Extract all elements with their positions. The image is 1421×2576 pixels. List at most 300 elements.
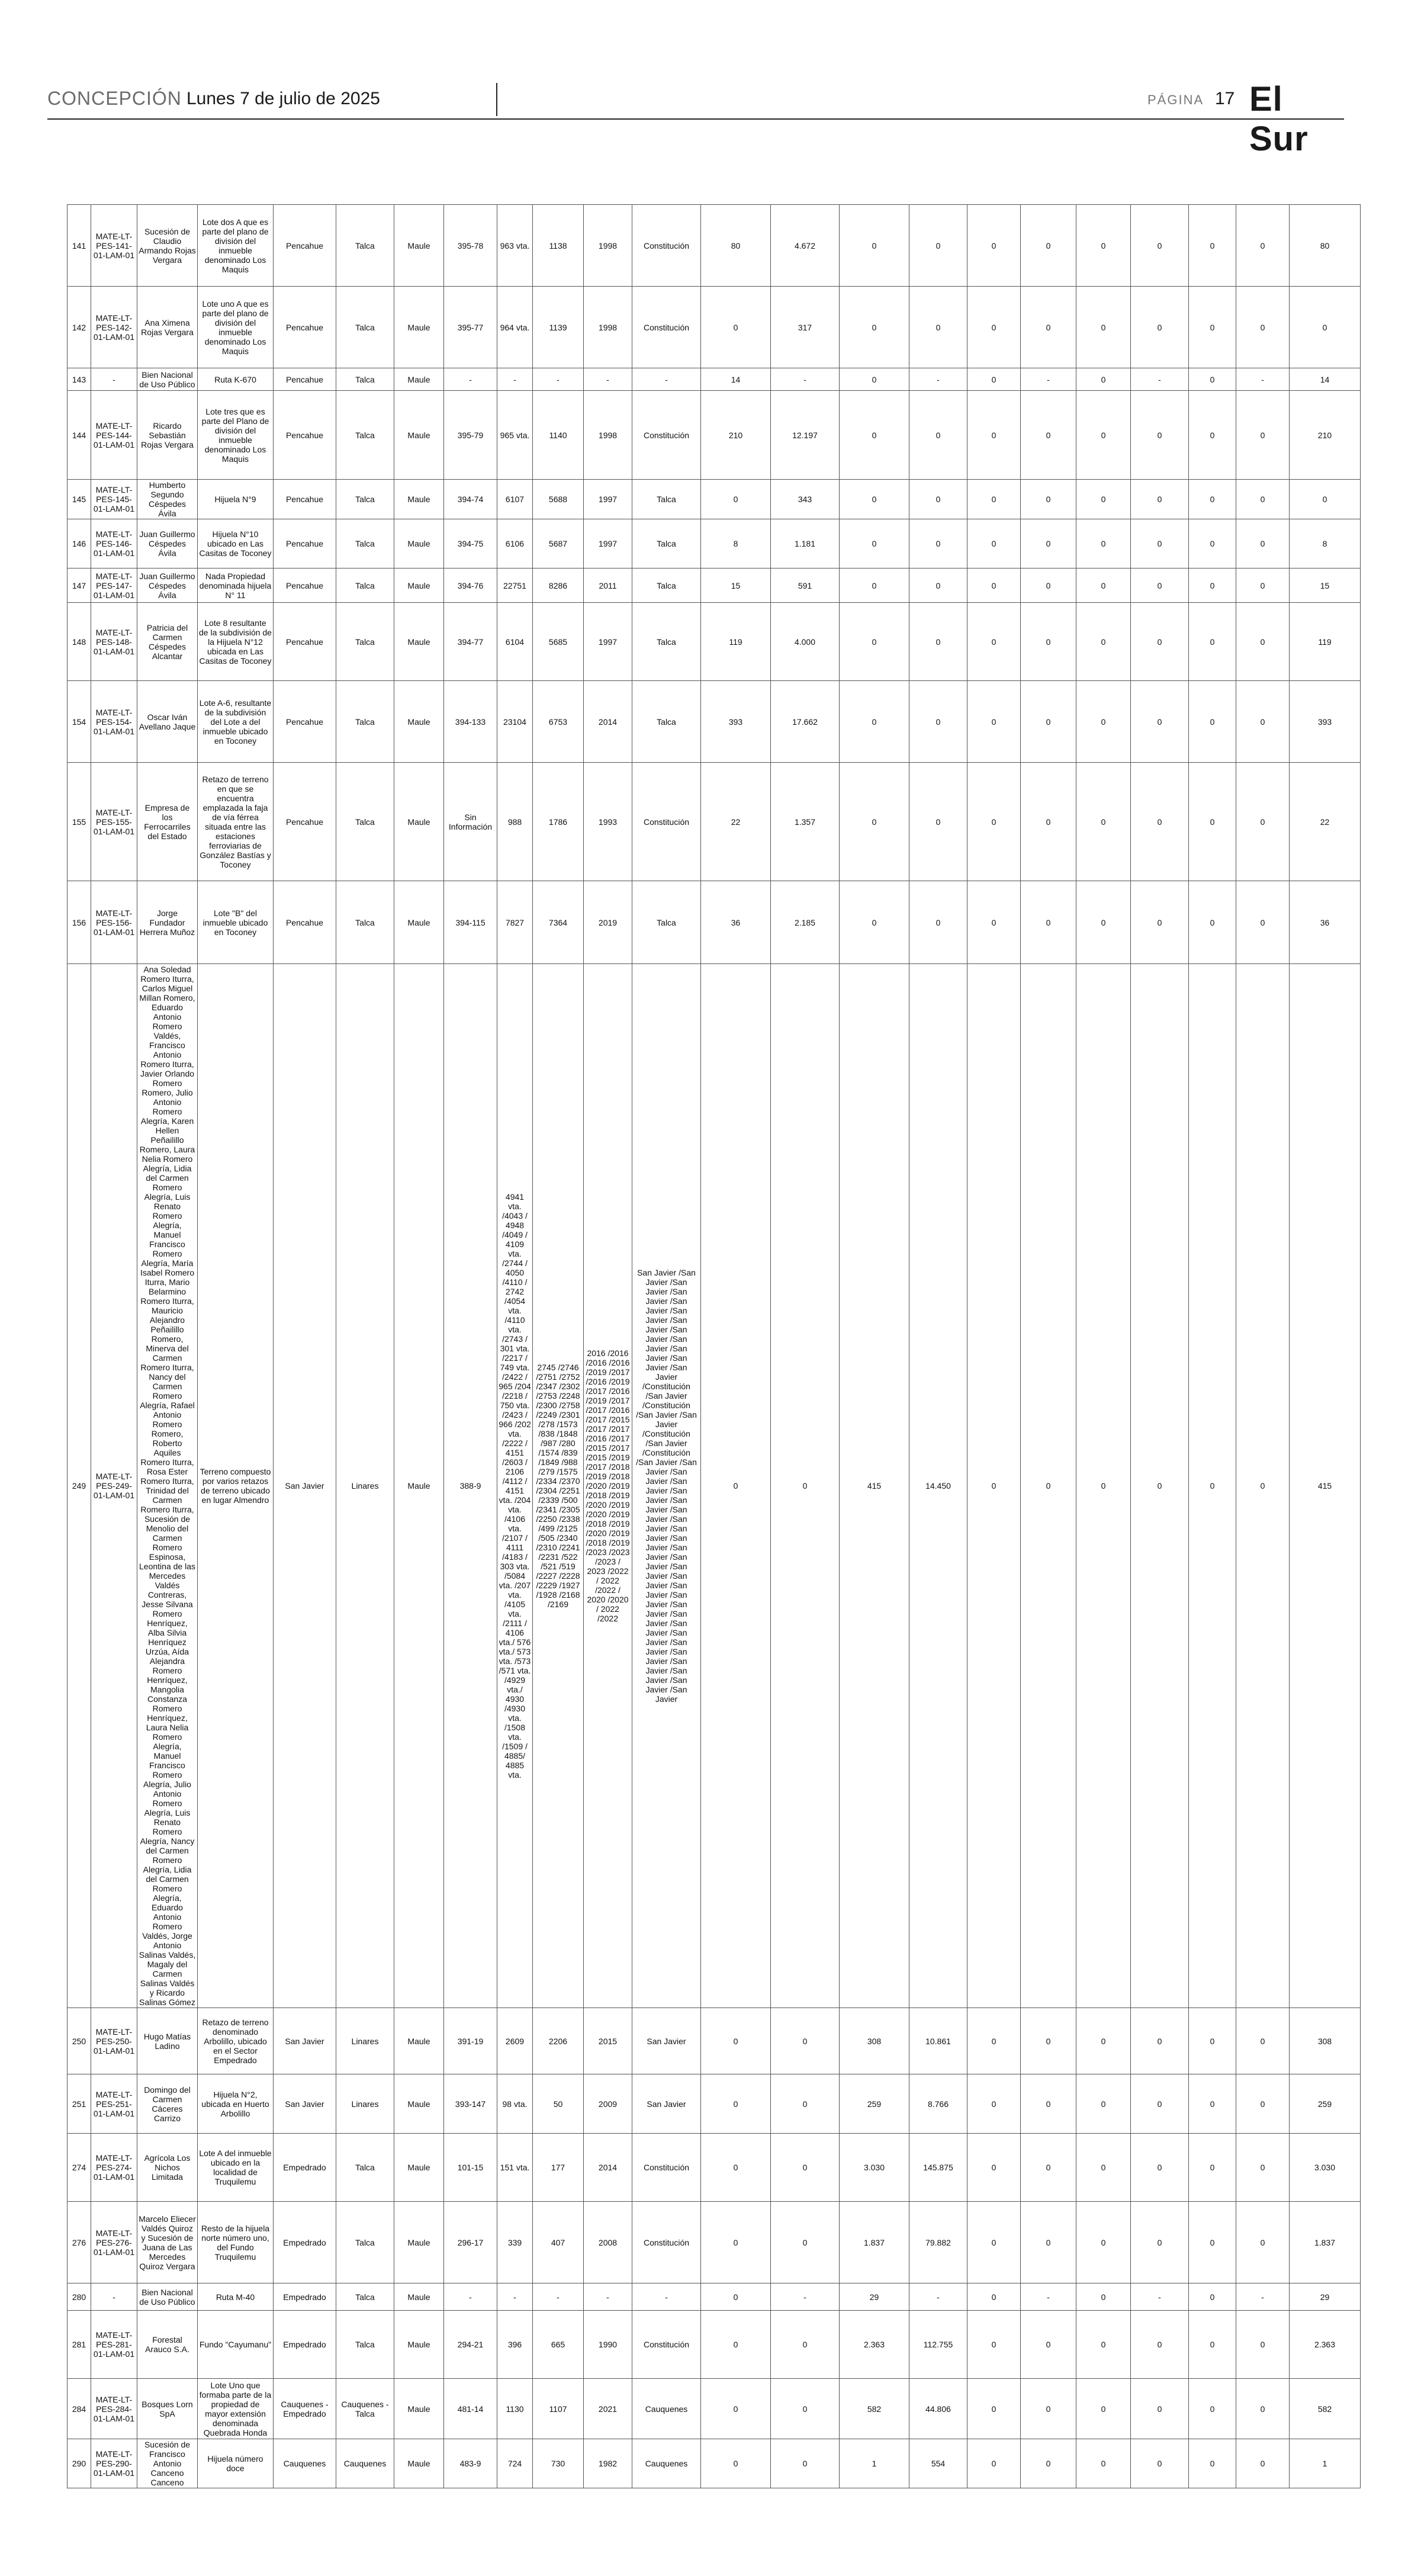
surface-7: 0 xyxy=(1076,964,1131,2008)
region: Maule xyxy=(394,519,444,568)
property-description: Lote Uno que formaba parte de la propiedad de mayor extensión denominada Quebrada Honda xyxy=(198,2379,274,2439)
commune: Pencahue xyxy=(274,287,336,368)
conservador: Constitución xyxy=(632,2134,701,2202)
rol-avaluo: 388-9 xyxy=(444,964,497,2008)
header-rule xyxy=(47,118,1344,120)
surface-5: 0 xyxy=(967,763,1021,881)
surface-10: - xyxy=(1236,368,1290,391)
surface-total-1: 0 xyxy=(1290,287,1361,368)
fojas: 22751 xyxy=(497,568,533,603)
surface-7: 0 xyxy=(1076,568,1131,603)
surface-9: 0 xyxy=(1189,391,1236,480)
surface-5: 0 xyxy=(967,2439,1021,2488)
surface-6: 0 xyxy=(1021,287,1076,368)
surface-3: 259 xyxy=(840,2074,909,2134)
surface-9: 0 xyxy=(1189,2202,1236,2283)
owner-name: Sucesión de Francisco Antonio Canceno Canceno xyxy=(137,2439,198,2488)
surface-3: 0 xyxy=(840,763,909,881)
surface-7: 0 xyxy=(1076,480,1131,519)
surface-1: 8 xyxy=(701,519,771,568)
inscription-year: 2014 xyxy=(584,2134,632,2202)
surface-10: 0 xyxy=(1236,205,1290,287)
surface-2: 17.662 xyxy=(771,681,840,763)
surface-1: 15 xyxy=(701,568,771,603)
surface-10: 0 xyxy=(1236,519,1290,568)
commune: Pencahue xyxy=(274,205,336,287)
surface-6: 0 xyxy=(1021,391,1076,480)
property-id: MATE-LT-PES-249-01-LAM-01 xyxy=(91,964,137,2008)
table-row xyxy=(67,2134,1361,2202)
table-row xyxy=(67,287,1361,368)
surface-5: 0 xyxy=(967,368,1021,391)
surface-1: 22 xyxy=(701,763,771,881)
surface-5: 0 xyxy=(967,2074,1021,2134)
region: Maule xyxy=(394,881,444,964)
surface-5: 0 xyxy=(967,480,1021,519)
province: Talca xyxy=(336,568,394,603)
surface-9: 0 xyxy=(1189,519,1236,568)
table-row xyxy=(67,2008,1361,2074)
property-description: Lote 8 resultante de la subdivisión de la Hijuela N°12 ubicada en Las Casitas de Toconey xyxy=(198,603,274,681)
surface-2: 0 xyxy=(771,2134,840,2202)
rol-avaluo: 483-9 xyxy=(444,2439,497,2488)
surface-7: 0 xyxy=(1076,2202,1131,2283)
inscription-number: 1107 xyxy=(533,2379,584,2439)
table-row xyxy=(67,681,1361,763)
surface-9: 0 xyxy=(1189,480,1236,519)
surface-total-1: 15 xyxy=(1290,568,1361,603)
surface-6: - xyxy=(1021,2283,1076,2311)
surface-6: 0 xyxy=(1021,763,1076,881)
surface-8: 0 xyxy=(1131,2439,1189,2488)
surface-7: 0 xyxy=(1076,287,1131,368)
surface-6: 0 xyxy=(1021,964,1076,2008)
inscription-year: 2008 xyxy=(584,2202,632,2283)
owner-name: Empresa de los Ferrocarriles del Estado xyxy=(137,763,198,881)
row-number: 146 xyxy=(67,519,91,568)
rol-avaluo: 393-147 xyxy=(444,2074,497,2134)
property-description: Lote uno A que es parte del plano de división del inmueble denominado Los Maquis xyxy=(198,287,274,368)
rol-avaluo: - xyxy=(444,2283,497,2311)
owner-name: Sucesión de Claudio Armando Rojas Vergara xyxy=(137,205,198,287)
table-row xyxy=(67,881,1361,964)
surface-2: 2.185 xyxy=(771,881,840,964)
property-description: Ruta K-670 xyxy=(198,368,274,391)
surface-3: 0 xyxy=(840,287,909,368)
rol-avaluo: 394-74 xyxy=(444,480,497,519)
surface-8: 0 xyxy=(1131,391,1189,480)
region: Maule xyxy=(394,603,444,681)
surface-1: 0 xyxy=(701,2134,771,2202)
surface-3: 0 xyxy=(840,681,909,763)
commune: Pencahue xyxy=(274,391,336,480)
row-number: 251 xyxy=(67,2074,91,2134)
surface-8: 0 xyxy=(1131,2074,1189,2134)
property-id: MATE-LT-PES-276-01-LAM-01 xyxy=(91,2202,137,2283)
surface-1: 14 xyxy=(701,368,771,391)
surface-8: 0 xyxy=(1131,2008,1189,2074)
surface-3: 0 xyxy=(840,480,909,519)
table-row xyxy=(67,391,1361,480)
surface-4: 0 xyxy=(909,287,967,368)
inscription-year: 2014 xyxy=(584,681,632,763)
table-row xyxy=(67,2283,1361,2311)
surface-total-1: 415 xyxy=(1290,964,1361,2008)
surface-5: 0 xyxy=(967,2008,1021,2074)
commune: Pencahue xyxy=(274,603,336,681)
surface-6: 0 xyxy=(1021,568,1076,603)
property-id: MATE-LT-PES-142-01-LAM-01 xyxy=(91,287,137,368)
surface-5: 0 xyxy=(967,2283,1021,2311)
owner-name: Agrícola Los Nichos Limitada xyxy=(137,2134,198,2202)
rol-avaluo: 395-78 xyxy=(444,205,497,287)
surface-7: 0 xyxy=(1076,2008,1131,2074)
fojas: 6106 xyxy=(497,519,533,568)
row-number: 249 xyxy=(67,964,91,2008)
commune: Empedrado xyxy=(274,2283,336,2311)
fojas: 7827 xyxy=(497,881,533,964)
conservador: Talca xyxy=(632,480,701,519)
surface-9: 0 xyxy=(1189,205,1236,287)
surface-1: 0 xyxy=(701,2379,771,2439)
property-id: MATE-LT-PES-148-01-LAM-01 xyxy=(91,603,137,681)
property-description: Hijuela número doce xyxy=(198,2439,274,2488)
surface-4: 0 xyxy=(909,763,967,881)
owner-name: Juan Guillermo Céspedes Ávila xyxy=(137,519,198,568)
row-number: 148 xyxy=(67,603,91,681)
surface-8: 0 xyxy=(1131,881,1189,964)
row-number: 276 xyxy=(67,2202,91,2283)
surface-1: 0 xyxy=(701,480,771,519)
table-row xyxy=(67,2379,1361,2439)
surface-6: 0 xyxy=(1021,2379,1076,2439)
commune: San Javier xyxy=(274,2074,336,2134)
surface-1: 0 xyxy=(701,2008,771,2074)
issue-date: Lunes 7 de julio de 2025 xyxy=(187,89,380,108)
region: Maule xyxy=(394,480,444,519)
surface-3: 0 xyxy=(840,519,909,568)
fojas: 23104 xyxy=(497,681,533,763)
surface-10: 0 xyxy=(1236,681,1290,763)
surface-8: 0 xyxy=(1131,763,1189,881)
owner-name: Patricia del Carmen Céspedes Alcantar xyxy=(137,603,198,681)
conservador: Constitución xyxy=(632,205,701,287)
province: Talca xyxy=(336,881,394,964)
surface-9: 0 xyxy=(1189,368,1236,391)
province: Talca xyxy=(336,287,394,368)
row-number: 154 xyxy=(67,681,91,763)
surface-3: 2.363 xyxy=(840,2311,909,2379)
region: Maule xyxy=(394,2202,444,2283)
surface-6: 0 xyxy=(1021,881,1076,964)
fojas: 98 vta. xyxy=(497,2074,533,2134)
surface-2: 12.197 xyxy=(771,391,840,480)
surface-3: 308 xyxy=(840,2008,909,2074)
fojas: 4941 vta. /4043 / 4948 /4049 / 4109 vta. /2744 / 4050 /4110 / 2742 /4054 vta. /4110 vta. /2743 / 301 vta. /2217 / 749 vta. /2422 / 965 /204 /2218 / 750 vta. /2423 / 966 /202 vta. /2222 / 4151 /2603 / 2106 /4112 / 4151 vta. /204 vta. /4106 vta. /2107 / 4111 /4183 / 303 vta. /5084 vta. /207 vta. /4105 vta. /2111 / 4106 vta./ 576 vta./ 573 vta. /573 /571 vta. /4929 vta./ 4930 /4930 vta. /1508 vta. /1509 / 4885/ 4885 vta. xyxy=(497,964,533,2008)
property-id: MATE-LT-PES-147-01-LAM-01 xyxy=(91,568,137,603)
surface-1: 393 xyxy=(701,681,771,763)
owner-name: Domingo del Carmen Cáceres Carrizo xyxy=(137,2074,198,2134)
province: Talca xyxy=(336,519,394,568)
rol-avaluo: 394-133 xyxy=(444,681,497,763)
surface-4: 10.861 xyxy=(909,2008,967,2074)
surface-total-1: 259 xyxy=(1290,2074,1361,2134)
surface-9: 0 xyxy=(1189,568,1236,603)
property-id: - xyxy=(91,2283,137,2311)
surface-8: 0 xyxy=(1131,205,1189,287)
owner-name: Oscar Iván Avellano Jaque xyxy=(137,681,198,763)
table-row xyxy=(67,480,1361,519)
inscription-year: 2015 xyxy=(584,2008,632,2074)
inscription-number: 8286 xyxy=(533,568,584,603)
row-number: 144 xyxy=(67,391,91,480)
fojas: 963 vta. xyxy=(497,205,533,287)
conservador: Talca xyxy=(632,603,701,681)
surface-8: - xyxy=(1131,368,1189,391)
surface-2: 0 xyxy=(771,2439,840,2488)
fojas: 2609 xyxy=(497,2008,533,2074)
surface-6: 0 xyxy=(1021,2202,1076,2283)
owner-name: Ricardo Sebastián Rojas Vergara xyxy=(137,391,198,480)
surface-8: 0 xyxy=(1131,519,1189,568)
fojas: 724 xyxy=(497,2439,533,2488)
surface-10: 0 xyxy=(1236,2379,1290,2439)
property-description: Resto de la hijuela norte número uno, del Fundo Truquilemu xyxy=(198,2202,274,2283)
surface-8: 0 xyxy=(1131,2202,1189,2283)
fojas: - xyxy=(497,2283,533,2311)
rol-avaluo: 395-79 xyxy=(444,391,497,480)
rol-avaluo: 395-77 xyxy=(444,287,497,368)
table-row xyxy=(67,519,1361,568)
row-number: 280 xyxy=(67,2283,91,2311)
surface-10: 0 xyxy=(1236,2134,1290,2202)
property-description: Lote A del inmueble ubicado en la localidad de Truquilemu xyxy=(198,2134,274,2202)
surface-6: 0 xyxy=(1021,603,1076,681)
inscription-number: 2745 /2746 /2751 /2752 /2347 /2302 /2753 /2248 /2300 /2758 /2249 /2301 /278 /1573 /838 /1848 /987 /280 /1574 /839 /1849 /988 /279 /1575 /2334 /2370 /2304 /2251 /2339 /500 /2341 /2305 /2250 /2338 /499 /2125 /505 /2340 /2310 /2241 /2231 /522 /521 /519 /2227 /2228 /2229 /1927 /1928 /2168 /2169 xyxy=(533,964,584,2008)
rol-avaluo: - xyxy=(444,368,497,391)
inscription-number: 6753 xyxy=(533,681,584,763)
table-row xyxy=(67,368,1361,391)
table-body xyxy=(67,205,1361,2488)
surface-10: 0 xyxy=(1236,2008,1290,2074)
surface-6: 0 xyxy=(1021,519,1076,568)
surface-4: 554 xyxy=(909,2439,967,2488)
surface-10: 0 xyxy=(1236,2074,1290,2134)
owner-name: Humberto Segundo Céspedes Ávila xyxy=(137,480,198,519)
inscription-number: 1140 xyxy=(533,391,584,480)
surface-5: 0 xyxy=(967,2379,1021,2439)
row-number: 156 xyxy=(67,881,91,964)
surface-6: 0 xyxy=(1021,2008,1076,2074)
surface-9: 0 xyxy=(1189,2134,1236,2202)
conservador: Cauquenes xyxy=(632,2439,701,2488)
conservador: Talca xyxy=(632,568,701,603)
inscription-year: 2021 xyxy=(584,2379,632,2439)
surface-10: 0 xyxy=(1236,2202,1290,2283)
surface-2: - xyxy=(771,2283,840,2311)
surface-6: 0 xyxy=(1021,205,1076,287)
conservador: Cauquenes xyxy=(632,2379,701,2439)
surface-4: 14.450 xyxy=(909,964,967,2008)
province: Talca xyxy=(336,480,394,519)
surface-9: 0 xyxy=(1189,2379,1236,2439)
surface-7: 0 xyxy=(1076,391,1131,480)
surface-5: 0 xyxy=(967,964,1021,2008)
inscription-year: - xyxy=(584,2283,632,2311)
owner-name: Bien Nacional de Uso Público xyxy=(137,368,198,391)
property-id: MATE-LT-PES-156-01-LAM-01 xyxy=(91,881,137,964)
surface-6: 0 xyxy=(1021,681,1076,763)
surface-1: 119 xyxy=(701,603,771,681)
surface-total-1: 80 xyxy=(1290,205,1361,287)
surface-1: 0 xyxy=(701,2074,771,2134)
surface-7: 0 xyxy=(1076,681,1131,763)
surface-total-1: 210 xyxy=(1290,391,1361,480)
surface-2: 0 xyxy=(771,2202,840,2283)
province: Talca xyxy=(336,603,394,681)
surface-6: 0 xyxy=(1021,2074,1076,2134)
surface-8: 0 xyxy=(1131,287,1189,368)
inscription-year: 1998 xyxy=(584,391,632,480)
property-description: Retazo de terreno denominado Arbolillo, ubicado en el Sector Empedrado xyxy=(198,2008,274,2074)
surface-1: 0 xyxy=(701,2202,771,2283)
owner-name: Marcelo Eliecer Valdés Quiroz y Sucesión de Juana de Las Mercedes Quiroz Vergara xyxy=(137,2202,198,2283)
surface-10: 0 xyxy=(1236,763,1290,881)
surface-total-1: 1 xyxy=(1290,2439,1361,2488)
surface-3: 582 xyxy=(840,2379,909,2439)
owner-name: Ana Soledad Romero Iturra, Carlos Miguel Millan Romero, Eduardo Antonio Romero Valdés, Francisco Antonio Romero Iturra, Javier Orlando Romero Romero, Julio Antonio Romero Alegría, Karen Hellen Peñailillo Romero, Laura Nelia Romero Alegría, Lidia del Carmen Romero Alegría, Luis Renato Romero Alegría, Manuel Francisco Romero Alegría, María Isabel Romero Iturra, Mario Belarmino Romero Iturra, Mauricio Alejandro Peñailillo Romero, Minerva del Carmen Romero Iturra, Nancy del Carmen Romero Alegría, Rafael Antonio Romero Romero, Roberto Aquiles Romero Iturra, Rosa Ester Romero Iturra, Trinidad del Carmen Romero Iturra, Sucesión de Menolio del Carmen Romero Espinosa, Leontina de las Mercedes Valdés Contreras, Jesse Silvana Romero Henríquez, Alba Silvia Henríquez Urzúa, Aída Alejandra Romero Henríquez, Mangolia Constanza Romero Henríquez, Laura Nelia Romero Alegría, Manuel Francisco Romero Alegría, Julio Antonio Romero Alegría, Luis Renato Romero Alegría, Nancy del Carmen Romero Alegría, Lidia del Carmen Romero Alegría, Eduardo Antonio Romero Valdés, Jorge Antonio Salinas Valdés, Magaly del Carmen Salinas Valdés y Ricardo Salinas Gómez xyxy=(137,964,198,2008)
property-id: MATE-LT-PES-154-01-LAM-01 xyxy=(91,681,137,763)
surface-4: 0 xyxy=(909,568,967,603)
row-number: 284 xyxy=(67,2379,91,2439)
surface-3: 3.030 xyxy=(840,2134,909,2202)
property-id: MATE-LT-PES-284-01-LAM-01 xyxy=(91,2379,137,2439)
rol-avaluo: 394-75 xyxy=(444,519,497,568)
surface-3: 415 xyxy=(840,964,909,2008)
property-description: Retazo de terreno en que se encuentra emplazada la faja de vía férrea situada entre las estaciones ferroviarias de González Bastías y Toconey xyxy=(198,763,274,881)
surface-2: 4.672 xyxy=(771,205,840,287)
commune: Cauquenes - Empedrado xyxy=(274,2379,336,2439)
region: Maule xyxy=(394,2074,444,2134)
surface-8: 0 xyxy=(1131,964,1189,2008)
rol-avaluo: 481-14 xyxy=(444,2379,497,2439)
commune: Empedrado xyxy=(274,2202,336,2283)
property-id: MATE-LT-PES-144-01-LAM-01 xyxy=(91,391,137,480)
inscription-year: 2011 xyxy=(584,568,632,603)
conservador: - xyxy=(632,368,701,391)
surface-7: 0 xyxy=(1076,2379,1131,2439)
property-description: Terreno compuesto por varios retazos de terreno ubicado en lugar Almendro xyxy=(198,964,274,2008)
conservador: Constitución xyxy=(632,2202,701,2283)
surface-1: 0 xyxy=(701,2283,771,2311)
inscription-year: 1997 xyxy=(584,519,632,568)
surface-2: 1.181 xyxy=(771,519,840,568)
surface-8: 0 xyxy=(1131,681,1189,763)
rol-avaluo: Sin Información xyxy=(444,763,497,881)
inscription-year: 1982 xyxy=(584,2439,632,2488)
surface-5: 0 xyxy=(967,287,1021,368)
surface-10: 0 xyxy=(1236,881,1290,964)
conservador: - xyxy=(632,2283,701,2311)
surface-1: 0 xyxy=(701,2439,771,2488)
row-number: 290 xyxy=(67,2439,91,2488)
surface-total-1: 1.837 xyxy=(1290,2202,1361,2283)
surface-5: 0 xyxy=(967,2202,1021,2283)
inscription-year: 2016 /2016 /2016 /2016 /2019 /2017 /2016 /2019 /2017 /2016 /2019 /2017 /2017 /2016 /2017 /2015 /2017 /2017 /2016 /2017 /2015 /2017 /2015 /2019 /2017 /2018 /2019 /2018 /2020 /2019 /2018 /2019 /2020 /2019 /2020 /2019 /2018 /2019 /2020 /2019 /2018 /2019 /2023 /2023 /2023 / 2023 /2022 / 2022 /2022 / 2020 /2020 / 2022 /2022 xyxy=(584,964,632,2008)
property-description: Nada Propiedad denominada hijuela N° 11 xyxy=(198,568,274,603)
inscription-year: 1997 xyxy=(584,480,632,519)
surface-9: 0 xyxy=(1189,287,1236,368)
surface-9: 0 xyxy=(1189,2311,1236,2379)
surface-2: 1.357 xyxy=(771,763,840,881)
inscription-year: 1998 xyxy=(584,287,632,368)
surface-9: 0 xyxy=(1189,2283,1236,2311)
row-number: 250 xyxy=(67,2008,91,2074)
surface-total-1: 2.363 xyxy=(1290,2311,1361,2379)
province: Talca xyxy=(336,2283,394,2311)
surface-9: 0 xyxy=(1189,603,1236,681)
property-description: Lote dos A que es parte del plano de división del inmueble denominado Los Maquis xyxy=(198,205,274,287)
surface-4: 8.766 xyxy=(909,2074,967,2134)
property-description: Lote "B" del inmueble ubicado en Toconey xyxy=(198,881,274,964)
inscription-number: 1786 xyxy=(533,763,584,881)
province: Cauquenes - Talca xyxy=(336,2379,394,2439)
rol-avaluo: 394-76 xyxy=(444,568,497,603)
owner-name: Bosques Lorn SpA xyxy=(137,2379,198,2439)
table-row xyxy=(67,2311,1361,2379)
owner-name: Forestal Arauco S.A. xyxy=(137,2311,198,2379)
inscription-number: - xyxy=(533,2283,584,2311)
surface-total-1: 8 xyxy=(1290,519,1361,568)
region: Maule xyxy=(394,681,444,763)
surface-5: 0 xyxy=(967,2134,1021,2202)
inscription-number: 5688 xyxy=(533,480,584,519)
page-number: 17 xyxy=(1215,89,1235,108)
surface-5: 0 xyxy=(967,391,1021,480)
surface-9: 0 xyxy=(1189,2008,1236,2074)
table-row xyxy=(67,568,1361,603)
commune: Pencahue xyxy=(274,480,336,519)
surface-1: 80 xyxy=(701,205,771,287)
surface-6: - xyxy=(1021,368,1076,391)
commune: Pencahue xyxy=(274,763,336,881)
province: Talca xyxy=(336,391,394,480)
surface-10: 0 xyxy=(1236,568,1290,603)
fojas: 1130 xyxy=(497,2379,533,2439)
fojas: 965 vta. xyxy=(497,391,533,480)
surface-4: 0 xyxy=(909,681,967,763)
conservador: Talca xyxy=(632,519,701,568)
surface-2: 343 xyxy=(771,480,840,519)
surface-3: 1 xyxy=(840,2439,909,2488)
surface-9: 0 xyxy=(1189,964,1236,2008)
surface-2: 4.000 xyxy=(771,603,840,681)
surface-7: 0 xyxy=(1076,2283,1131,2311)
property-description: Hijuela N°9 xyxy=(198,480,274,519)
surface-6: 0 xyxy=(1021,2439,1076,2488)
fojas: 151 vta. xyxy=(497,2134,533,2202)
surface-10: 0 xyxy=(1236,964,1290,2008)
commune: Empedrado xyxy=(274,2134,336,2202)
conservador: San Javier /San Javier /San Javier /San Javier /San Javier /San Javier /San Javier /San Javier /San Javier /San Javier /San Javier /San Javier /Constitución /San Javier /Constitución /San Javier /San Javier /Constitución /San Javier /Constitución /San Javier /San Javier /San Javier /San Javier /San Javier /San Javier /San Javier /San Javier /San Javier /San Javier /San Javier /San Javier /San Javier /San Javier /San Javier /San Javier /San Javier /San Javier /San Javier /San Javier /San Javier /San Javier /San Javier /San Javier /San Javier /San Javier xyxy=(632,964,701,2008)
table-row xyxy=(67,205,1361,287)
inscription-number: 2206 xyxy=(533,2008,584,2074)
inscription-number: 730 xyxy=(533,2439,584,2488)
surface-3: 29 xyxy=(840,2283,909,2311)
conservador: Constitución xyxy=(632,763,701,881)
surface-1: 0 xyxy=(701,964,771,2008)
table-row xyxy=(67,603,1361,681)
